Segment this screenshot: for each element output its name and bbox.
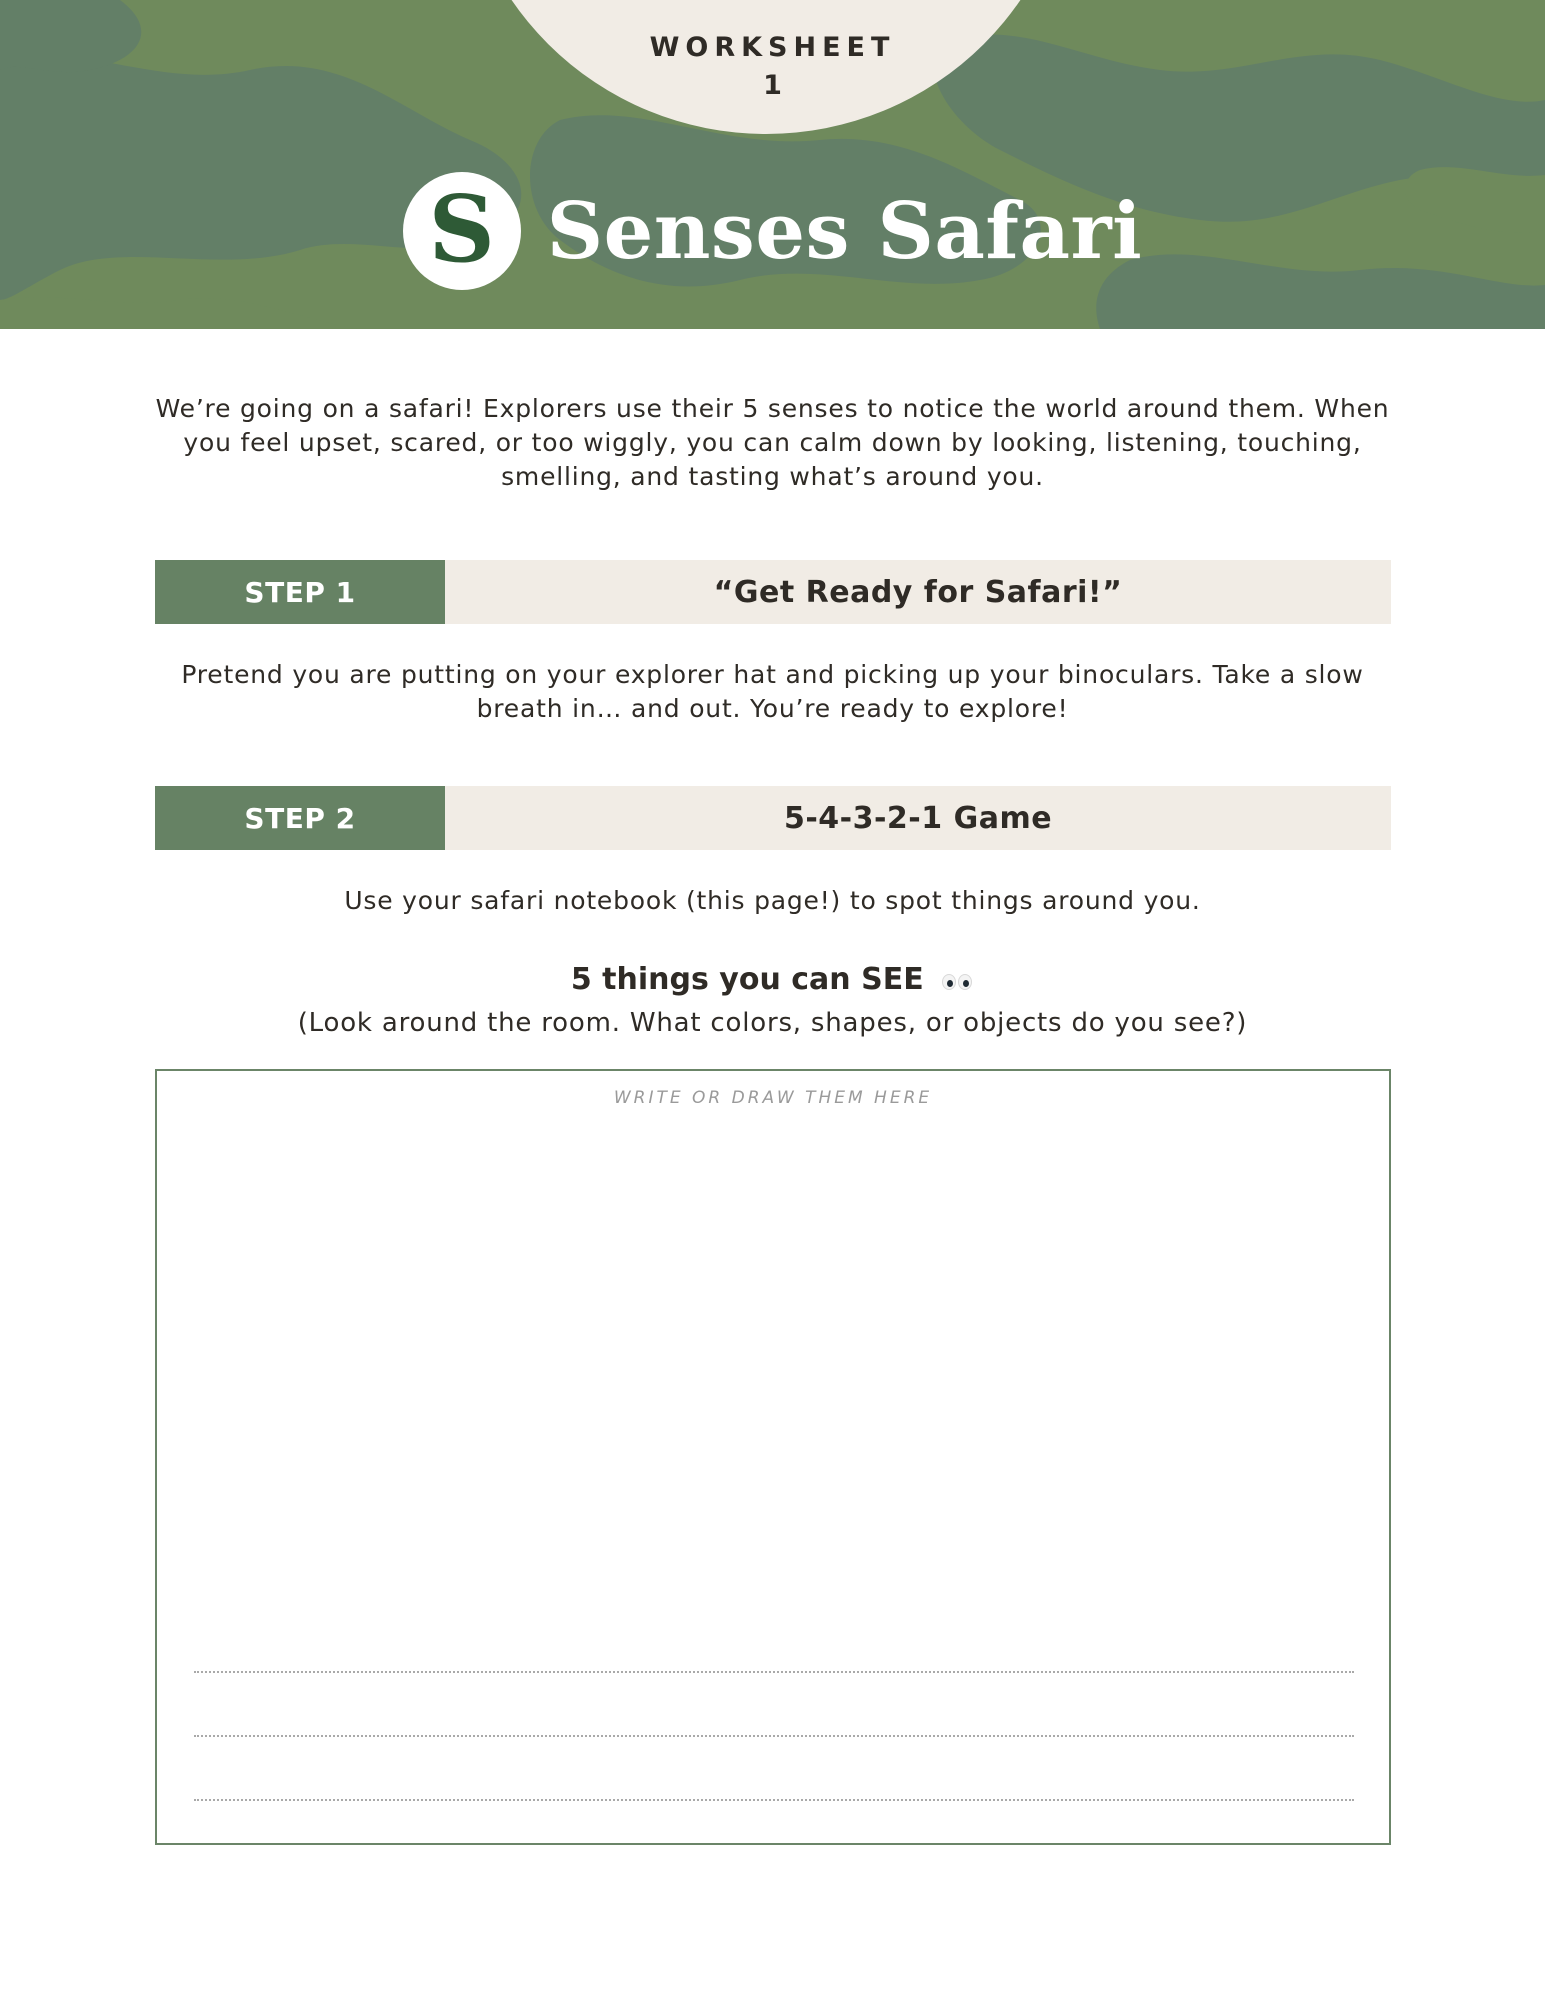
worksheet-label: WORKSHEET [649, 32, 896, 63]
step-1-text: Pretend you are putting on your explorer hat and picking up your binoculars. Take a slow breath in… and out. You’re ready to explore! [181, 660, 1364, 723]
see-section-subtitle: (Look around the room. What colors, shapes, or objects do you see?) [297, 1008, 1248, 1038]
step-1-title: “Get Ready for Safari!” [445, 560, 1391, 624]
step-1-label: STEP 1 [155, 560, 445, 624]
eyes-icon [942, 963, 974, 998]
step-2-label: STEP 2 [155, 786, 445, 850]
draw-area-hint: WRITE OR DRAW THEM HERE [613, 1088, 933, 1108]
header-banner [0, 0, 1545, 329]
step-1-bar [155, 560, 1391, 624]
see-section-title [0, 962, 1545, 998]
draw-area[interactable] [155, 1069, 1391, 1845]
writing-line [194, 1671, 1354, 1673]
logo-letter: S [428, 175, 495, 283]
worksheet-number: 1 [763, 70, 782, 101]
intro-text: We’re going on a safari! Explorers use their 5 senses to notice the world around them. When you feel upset, scared, or too wiggly, you can calm down by looking, listening, touching, smelling, and tasting what’s around you. [155, 394, 1390, 491]
title-row [0, 166, 1545, 296]
see-title-text: 5 things you can SEE [570, 962, 924, 997]
page-title: Senses Safari [546, 185, 1143, 277]
writing-line [194, 1735, 1354, 1737]
step-2-bar [155, 786, 1391, 850]
step-2-title: 5-4-3-2-1 Game [445, 786, 1391, 850]
logo [403, 172, 521, 290]
step-2-text: Use your safari notebook (this page!) to spot things around you. [344, 886, 1201, 915]
writing-line [194, 1799, 1354, 1801]
